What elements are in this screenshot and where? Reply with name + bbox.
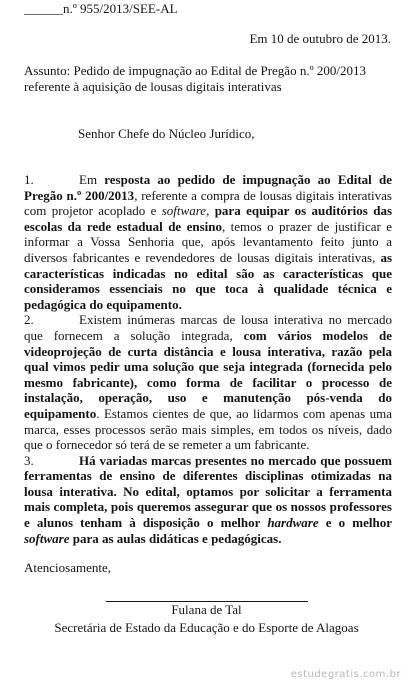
paragraph-1 bbox=[24, 172, 392, 312]
paragraph-text: , bbox=[206, 203, 215, 219]
paragraph-text: resposta ao pedido de impugnação ao Edital de Pregão n.º 200/2013 bbox=[24, 172, 392, 203]
document-date: Em 10 de outubro de 2013. bbox=[249, 31, 391, 46]
paragraph-text: para equipar os auditórios das escolas da rede estadual de ensino bbox=[24, 203, 393, 234]
greeting: Senhor Chefe do Núcleo Jurídico, bbox=[78, 126, 255, 141]
paragraph-text: , referente a compra de lousas digitais interativas com projetor acoplado e bbox=[24, 187, 392, 219]
signature-title: Secretária de Estado da Educação e do Esporte de Alagoas bbox=[54, 620, 359, 635]
paragraph-text: as características indicadas no edital são as características que consideramos essenciais no que toca à qualidade técnica e pedagógica do equipamento. bbox=[24, 249, 392, 312]
body-paragraphs bbox=[24, 172, 392, 546]
paragraph-text: Há variadas marcas presentes no mercado que possuem ferramentas de ensino de diferentes disciplinas otimizadas na lousa interativa. No edital, optamos por solicitar a ferramenta mais completa, pois queremos assegurar que os nossos professores e alunos tenham à disposição o melhor bbox=[24, 452, 392, 531]
paragraph-number: 3. bbox=[24, 452, 34, 468]
paragraph-text: software bbox=[24, 530, 70, 546]
paragraph-text: hardware bbox=[267, 515, 319, 531]
closing: Atenciosamente, bbox=[24, 560, 111, 575]
signature-name: Fulana de Tal bbox=[171, 602, 242, 617]
reference-number: ______n.º 955/2013/SEE-AL bbox=[24, 1, 178, 16]
paragraph-text: software bbox=[161, 203, 207, 219]
paragraph-text: , temos o prazer de justificar e informar a Vossa Senhoria que, após levantamento feito junto a diversos fabricantes e revendedores de lousas digitais interativas, bbox=[24, 218, 393, 265]
paragraph-text: para as aulas didáticas e pedagógicas. bbox=[69, 530, 282, 546]
paragraph-number: 1. bbox=[24, 172, 34, 187]
watermark: estudegratis.com.br bbox=[290, 669, 401, 680]
paragraph-text: com vários modelos de videoprojeção de curta distância e lousa interativa, razão pela qual vimos pedir uma solução que seja integrada (fornecida pelo mesmo fabricante), como forma de facilitar o processo de instalação, operação, uso e manutenção pós-venda do equipamento bbox=[24, 327, 392, 421]
subject-line: Assunto: Pedido de impugnação ao Edital de Pregão n.º 200/2013 referente à aquisição de lousas digitais interativas bbox=[24, 63, 366, 94]
paragraph-text: Existem inúmeras marcas de lousa interativa no mercado que fornecem a solução integrada, bbox=[24, 312, 392, 343]
paragraph-text: . Estamos cientes de que, ao lidarmos com apenas uma marca, esses processos serão mais simples, em todos os níveis, dado que o fornecedor só terá de se remeter a um fabricante. bbox=[24, 405, 392, 453]
paragraph-text: e o melhor bbox=[318, 515, 393, 531]
paragraph-3 bbox=[24, 453, 392, 547]
paragraph-2 bbox=[24, 312, 392, 452]
paragraph-text: Em bbox=[79, 172, 105, 187]
paragraph-number: 2. bbox=[24, 312, 34, 328]
